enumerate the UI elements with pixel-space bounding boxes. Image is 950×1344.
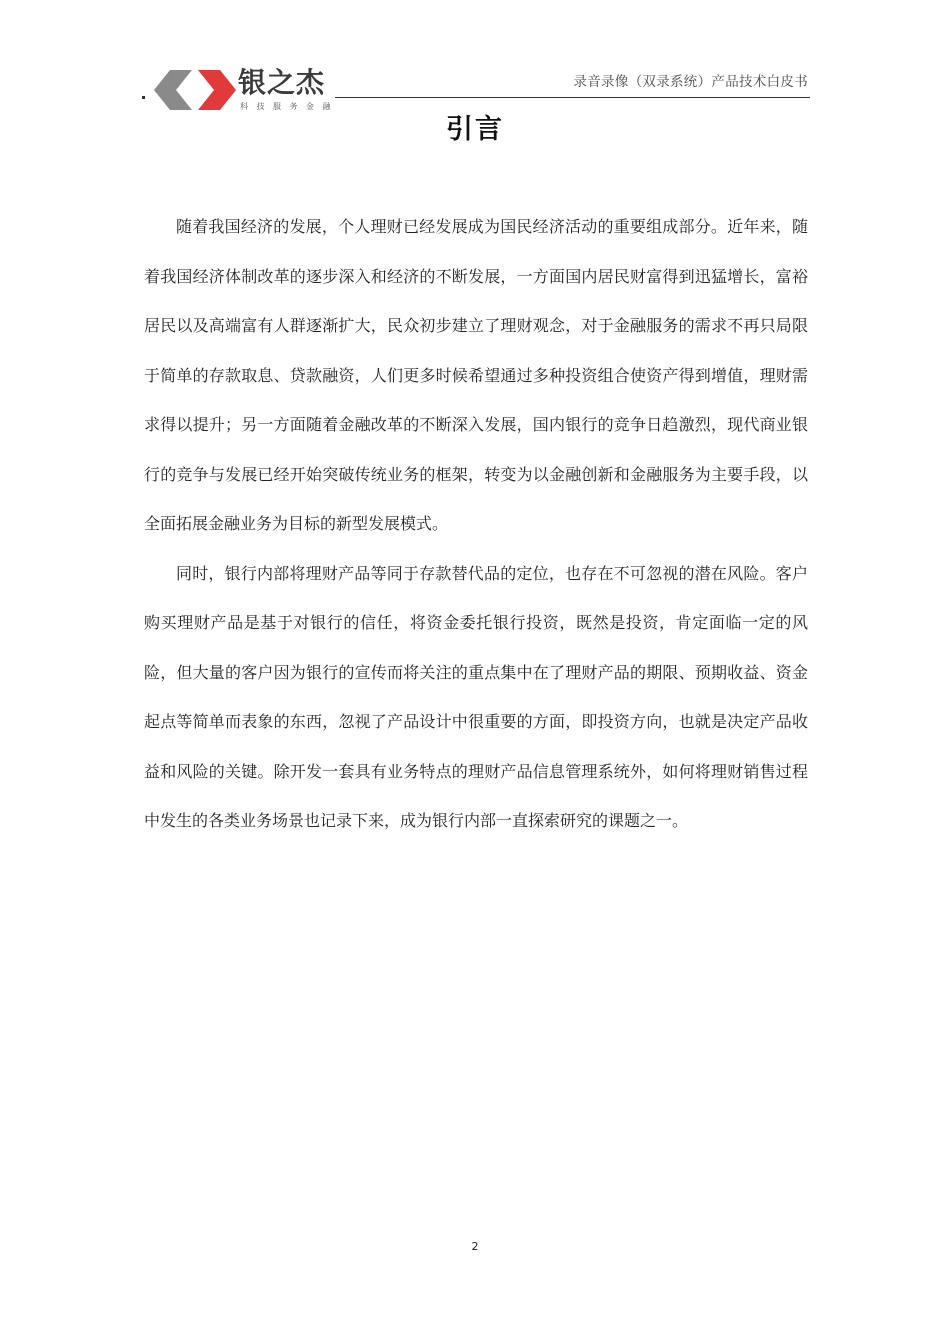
logo-brand-name: 银之杰: [238, 66, 326, 99]
page-number: 2: [471, 1240, 479, 1253]
logo-mark-icon: [146, 68, 238, 112]
logo-dot: [142, 96, 145, 99]
logo-white-diamond: [184, 80, 204, 100]
document-title: 录音录像（双录系统）产品技术白皮书: [573, 74, 808, 90]
page-title: 引言: [446, 114, 504, 145]
header-divider: [335, 97, 810, 98]
paragraph-2: 同时，银行内部将理财产品等同于存款替代品的定位，也存在不可忽视的潜在风险。客户购买理财产品是基于对银行的信任，将资金委托银行投资，既然是投资，肯定面临一定的风险，但大量的客户因为银行的宣传而将关注的重点集中在了理财产品的期限、预期收益、资金起点等简单而表象的东西，忽视了产品设计中很重要的方面，即投资方向，也就是决定产品收益和风险的关键。除开发一套具有业务特点的理财产品信息管理系统外，如何将理财销售过程中发生的各类业务场景也记录下来，成为银行内部一直探索研究的课题之一。: [144, 563, 808, 830]
paragraph-1: 随着我国经济的发展，个人理财已经发展成为国民经济活动的重要组成部分。近年来，随着我国经济体制改革的逐步深入和经济的不断发展，一方面国内居民财富得到迅猛增长，富裕居民以及高端富有人群逐渐扩大，民众初步建立了理财观念，对于金融服务的需求不再只局限于简单的存款取息、贷款融资，人们更多时候希望通过多种投资组合使资产得到增值，理财需求得以提升；另一方面随着金融改革的不断深入发展，国内银行的竞争日趋激烈，现代商业银行的竞争与发展已经开始突破传统业务的框架，转变为以金融创新和金融服务为主要手段，以全面拓展金融业务为目标的新型发展模式。: [144, 217, 808, 533]
body-text: [144, 202, 808, 846]
logo-tagline: 科技服务金融: [240, 102, 339, 111]
page-header: [140, 64, 810, 114]
company-logo: [142, 68, 342, 112]
